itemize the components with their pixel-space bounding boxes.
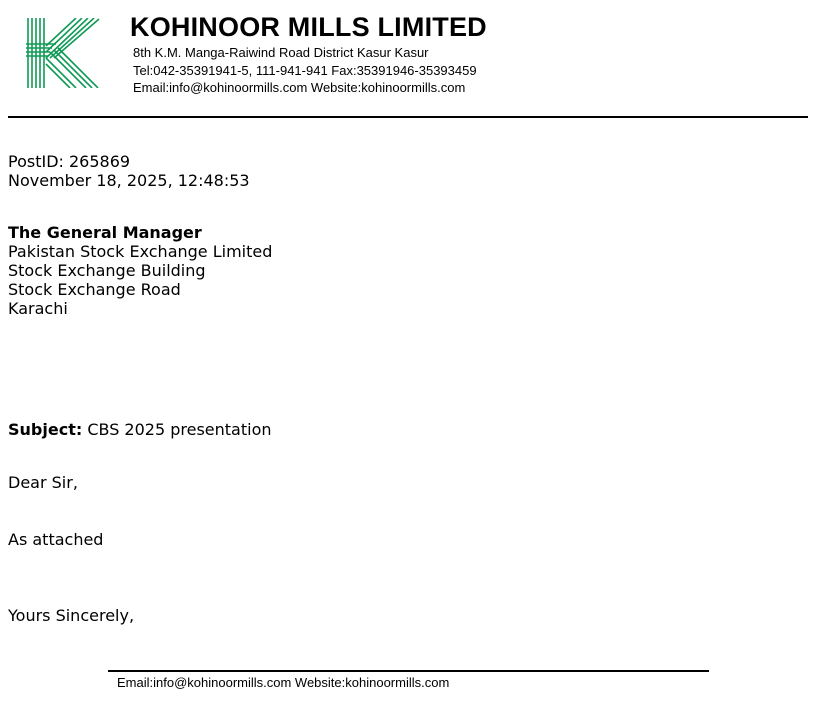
company-phone-fax: Tel:042-35391941-5, 111-941-941 Fax:35391946-35393459 — [133, 63, 477, 78]
recipient-line: Karachi — [8, 299, 68, 318]
company-logo-icon — [26, 18, 100, 88]
message-body: As attached — [8, 530, 104, 549]
footer-divider — [108, 670, 709, 672]
footer-email-website: Email:info@kohinoormills.com Website:kohinoormills.com — [117, 675, 450, 690]
salutation: Dear Sir, — [8, 473, 78, 492]
recipient-title — [8, 223, 202, 242]
recipient-line: Pakistan Stock Exchange Limited — [8, 242, 273, 261]
company-email-website: Email:info@kohinoormills.com Website:kohinoormills.com — [133, 80, 466, 95]
subject-text: CBS 2025 presentation — [82, 420, 272, 439]
recipient-title-text: The General Manager — [8, 223, 202, 242]
recipient-line: Stock Exchange Building — [8, 261, 206, 280]
post-id: PostID: 265869 — [8, 152, 131, 171]
company-name: KOHINOOR MILLS LIMITED — [130, 12, 487, 42]
recipient-line: Stock Exchange Road — [8, 280, 181, 299]
closing: Yours Sincerely, — [8, 606, 135, 625]
subject-label: Subject: — [8, 420, 83, 439]
post-datetime: November 18, 2025, 12:48:53 — [8, 171, 250, 190]
subject-line — [8, 420, 272, 439]
header-divider — [8, 116, 808, 118]
company-address: 8th K.M. Manga-Raiwind Road District Kasur Kasur — [133, 45, 429, 60]
